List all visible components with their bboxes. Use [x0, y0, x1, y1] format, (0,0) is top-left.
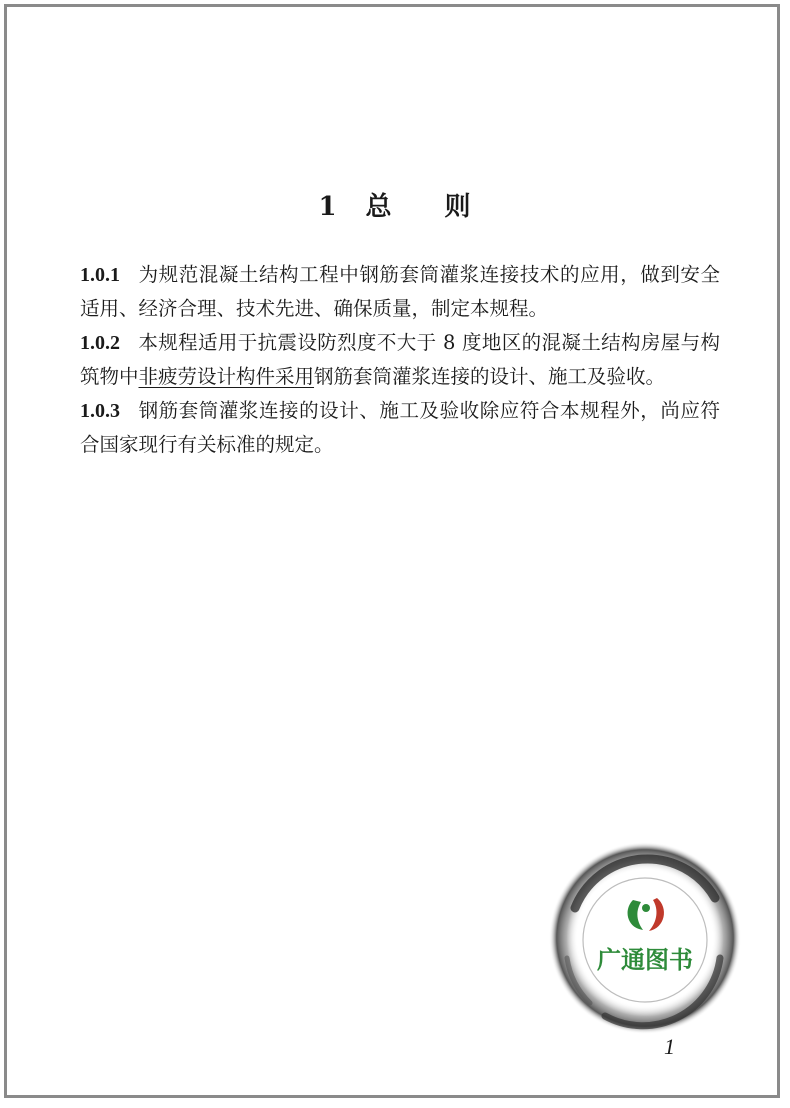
clause-number: 1.0.2 [80, 332, 120, 354]
clause-1-0-2 [80, 326, 720, 394]
chapter-title-part2: 则 [444, 192, 472, 222]
clause-text: 本规程适用于抗震设防烈度不大于 8 度地区的混凝土结构房屋与构筑物中 [80, 331, 720, 388]
clause-text: 为规范混凝土结构工程中钢筋套筒灌浆连接技术的应用，做到安全适用、经济合理、技术先进、确保质量，制定本规程。 [80, 263, 720, 320]
clause-number: 1.0.3 [80, 400, 120, 422]
clause-1-0-3 [80, 394, 720, 462]
clause-number: 1.0.1 [80, 264, 120, 286]
chapter-title [0, 186, 790, 223]
clause-1-0-1 [80, 258, 720, 326]
chapter-title-part1: 总 [365, 192, 393, 222]
clause-text: 钢筋套筒灌浆连接的设计、施工及验收除应符合本规程外，尚应符合国家现行有关标准的规定。 [80, 399, 720, 456]
clause-list [80, 258, 720, 462]
clause-text-underlined: 非疲劳设计构件采用 [138, 365, 315, 388]
clause-text: 钢筋套筒灌浆连接的设计、施工及验收。 [314, 365, 666, 388]
publisher-stamp [545, 838, 745, 1038]
stamp-text: 广通图书 [597, 946, 693, 974]
chapter-number: 1 [318, 192, 338, 222]
page-number: 1 [664, 1034, 675, 1059]
